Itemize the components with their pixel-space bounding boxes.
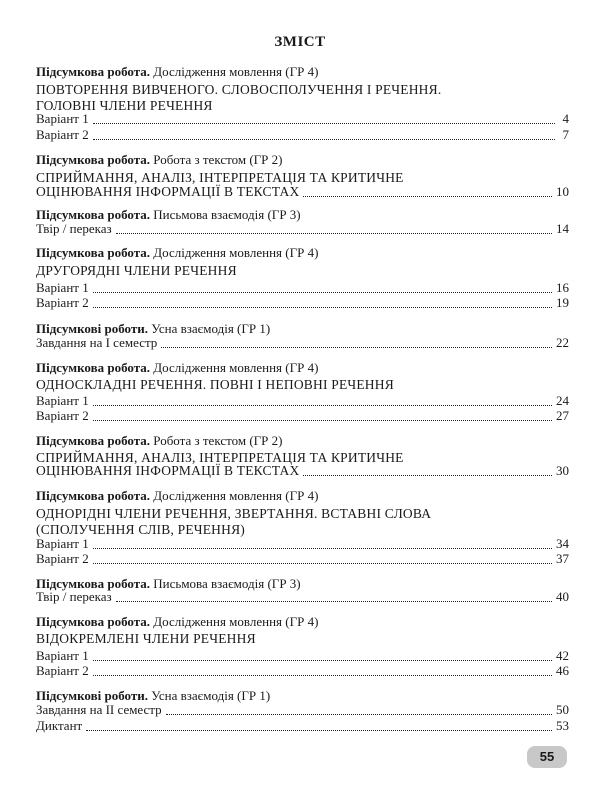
heading-bold: Підсумкова робота. xyxy=(36,433,151,448)
toc-entry[interactable] xyxy=(36,111,569,127)
page-title: ЗМІСТ xyxy=(274,34,326,50)
section-topic xyxy=(36,263,237,279)
entry-label: ОЦІНЮВАННЯ ІНФОРМАЦІЇ В ТЕКСТАХ xyxy=(36,463,300,478)
entry-label: Твір / переказ xyxy=(36,589,112,604)
section-topic xyxy=(36,377,394,393)
heading-rest: Дослідження мовлення (ГР 4) xyxy=(150,488,319,503)
entry-label: ОЦІНЮВАННЯ ІНФОРМАЦІЇ В ТЕКСТАХ xyxy=(36,184,300,199)
dot-leader xyxy=(93,139,555,140)
toc-entry[interactable] xyxy=(36,408,569,424)
entry-label: Варіант 1 xyxy=(36,536,89,551)
section-heading xyxy=(36,152,282,168)
heading-bold: Підсумкова робота. xyxy=(36,245,151,260)
toc-entry[interactable] xyxy=(36,393,569,409)
heading-bold: Підсумкова робота. xyxy=(36,576,151,591)
dot-leader xyxy=(93,563,552,564)
entry-page: 37 xyxy=(556,551,569,566)
entry-label: Варіант 2 xyxy=(36,127,89,142)
dot-leader xyxy=(93,307,552,308)
section-topic xyxy=(36,82,441,113)
dot-leader xyxy=(116,601,552,602)
heading-bold: Підсумкова робота. xyxy=(36,152,151,167)
entry-page: 27 xyxy=(556,408,569,423)
entry-label: Варіант 2 xyxy=(36,408,89,423)
toc-entry[interactable] xyxy=(36,589,569,605)
section-topic xyxy=(36,631,256,647)
heading-bold: Підсумкова робота. xyxy=(36,64,151,79)
dot-leader xyxy=(303,196,552,197)
heading-bold: Підсумкові роботи. xyxy=(36,688,148,703)
toc-entry[interactable] xyxy=(36,648,569,664)
heading-bold: Підсумкова робота. xyxy=(36,614,151,629)
heading-rest: Усна взаємодія (ГР 1) xyxy=(147,688,271,703)
section-heading xyxy=(36,614,318,630)
topic-line: СПРИЙМАННЯ, АНАЛІЗ, ІНТЕРПРЕТАЦІЯ ТА КРИТИЧНЕ xyxy=(36,170,404,185)
heading-rest: Дослідження мовлення (ГР 4) xyxy=(150,64,319,79)
toc-entry[interactable] xyxy=(36,462,569,479)
dot-leader xyxy=(93,292,552,293)
heading-rest: Дослідження мовлення (ГР 4) xyxy=(150,360,319,375)
heading-bold: Підсумкова робота. xyxy=(36,207,151,222)
dot-leader xyxy=(116,233,552,234)
entry-page: 22 xyxy=(556,335,569,350)
heading-bold: Підсумкові роботи. xyxy=(36,321,148,336)
entry-label: Варіант 1 xyxy=(36,280,89,295)
entry-page: 40 xyxy=(556,589,569,604)
dot-leader xyxy=(93,123,555,124)
dot-leader xyxy=(161,347,552,348)
dot-leader xyxy=(93,675,552,676)
topic-line: СПРИЙМАННЯ, АНАЛІЗ, ІНТЕРПРЕТАЦІЯ ТА КРИТИЧНЕ xyxy=(36,450,404,465)
dot-leader xyxy=(93,420,552,421)
entry-page: 53 xyxy=(556,718,569,733)
entry-label: Варіант 1 xyxy=(36,648,89,663)
entry-label: Завдання на І семестр xyxy=(36,335,158,350)
dot-leader xyxy=(93,548,552,549)
topic-line: ОДНОСКЛАДНІ РЕЧЕННЯ. ПОВНІ І НЕПОВНІ РЕЧЕННЯ xyxy=(36,377,394,392)
entry-page: 10 xyxy=(556,184,569,199)
entry-label: Варіант 1 xyxy=(36,111,89,126)
entry-label: Варіант 1 xyxy=(36,393,89,408)
entry-page: 34 xyxy=(556,536,569,551)
entry-page: 46 xyxy=(556,663,569,678)
toc-entry[interactable] xyxy=(36,536,569,552)
entry-label: Диктант xyxy=(36,718,83,733)
entry-label: Варіант 2 xyxy=(36,551,89,566)
section-heading xyxy=(36,245,318,261)
section-heading xyxy=(36,64,318,80)
entry-label: Варіант 2 xyxy=(36,663,89,678)
entry-page: 50 xyxy=(556,702,569,717)
dot-leader xyxy=(166,714,552,715)
section-heading xyxy=(36,360,318,376)
dot-leader xyxy=(303,475,552,476)
heading-rest: Робота з текстом (ГР 2) xyxy=(150,433,283,448)
toc-entry[interactable] xyxy=(36,183,569,200)
page-number-badge: 55 xyxy=(527,746,567,768)
heading-bold: Підсумкова робота. xyxy=(36,360,151,375)
toc-entry[interactable] xyxy=(36,702,569,718)
heading-bold: Підсумкова робота. xyxy=(36,488,151,503)
dot-leader xyxy=(93,660,552,661)
entry-page: 42 xyxy=(556,648,569,663)
topic-line: ДРУГОРЯДНІ ЧЛЕНИ РЕЧЕННЯ xyxy=(36,263,237,278)
dot-leader xyxy=(93,405,552,406)
toc-entry[interactable] xyxy=(36,663,569,679)
toc-entry[interactable] xyxy=(36,280,569,296)
toc-entry[interactable] xyxy=(36,221,569,237)
toc-entry[interactable] xyxy=(36,551,569,567)
heading-rest: Письмова взаємодія (ГР 3) xyxy=(150,207,301,222)
entry-page: 7 xyxy=(562,127,569,142)
topic-line: ОДНОРІДНІ ЧЛЕНИ РЕЧЕННЯ, ЗВЕРТАННЯ. ВСТАВНІ СЛОВА xyxy=(36,506,432,521)
toc-entry[interactable] xyxy=(36,718,569,734)
entry-page: 16 xyxy=(556,280,569,295)
heading-rest: Дослідження мовлення (ГР 4) xyxy=(150,614,319,629)
toc-entry[interactable] xyxy=(36,335,569,351)
entry-label: Твір / переказ xyxy=(36,221,112,236)
section-topic xyxy=(36,506,431,537)
section-heading xyxy=(36,488,318,504)
dot-leader xyxy=(86,730,552,731)
heading-rest: Робота з текстом (ГР 2) xyxy=(150,152,283,167)
topic-line: ПОВТОРЕННЯ ВИВЧЕНОГО. СЛОВОСПОЛУЧЕННЯ І РЕЧЕННЯ. xyxy=(36,82,442,97)
heading-rest: Дослідження мовлення (ГР 4) xyxy=(150,245,319,260)
heading-rest: Письмова взаємодія (ГР 3) xyxy=(150,576,301,591)
heading-rest: Усна взаємодія (ГР 1) xyxy=(147,321,271,336)
toc-entry[interactable] xyxy=(36,295,569,311)
entry-page: 4 xyxy=(562,111,569,126)
entry-label: Завдання на ІІ семестр xyxy=(36,702,162,717)
entry-page: 24 xyxy=(556,393,569,408)
toc-entry[interactable] xyxy=(36,127,569,143)
entry-page: 30 xyxy=(556,463,569,478)
entry-label: Варіант 2 xyxy=(36,295,89,310)
entry-page: 14 xyxy=(556,221,569,236)
entry-page: 19 xyxy=(556,295,569,310)
topic-line: ВІДОКРЕМЛЕНІ ЧЛЕНИ РЕЧЕННЯ xyxy=(36,631,256,646)
topic-line: ГОЛОВНІ ЧЛЕНИ РЕЧЕННЯ xyxy=(36,97,213,113)
topic-line: (СПОЛУЧЕННЯ СЛІВ, РЕЧЕННЯ) xyxy=(36,521,245,537)
section-heading xyxy=(36,433,282,449)
